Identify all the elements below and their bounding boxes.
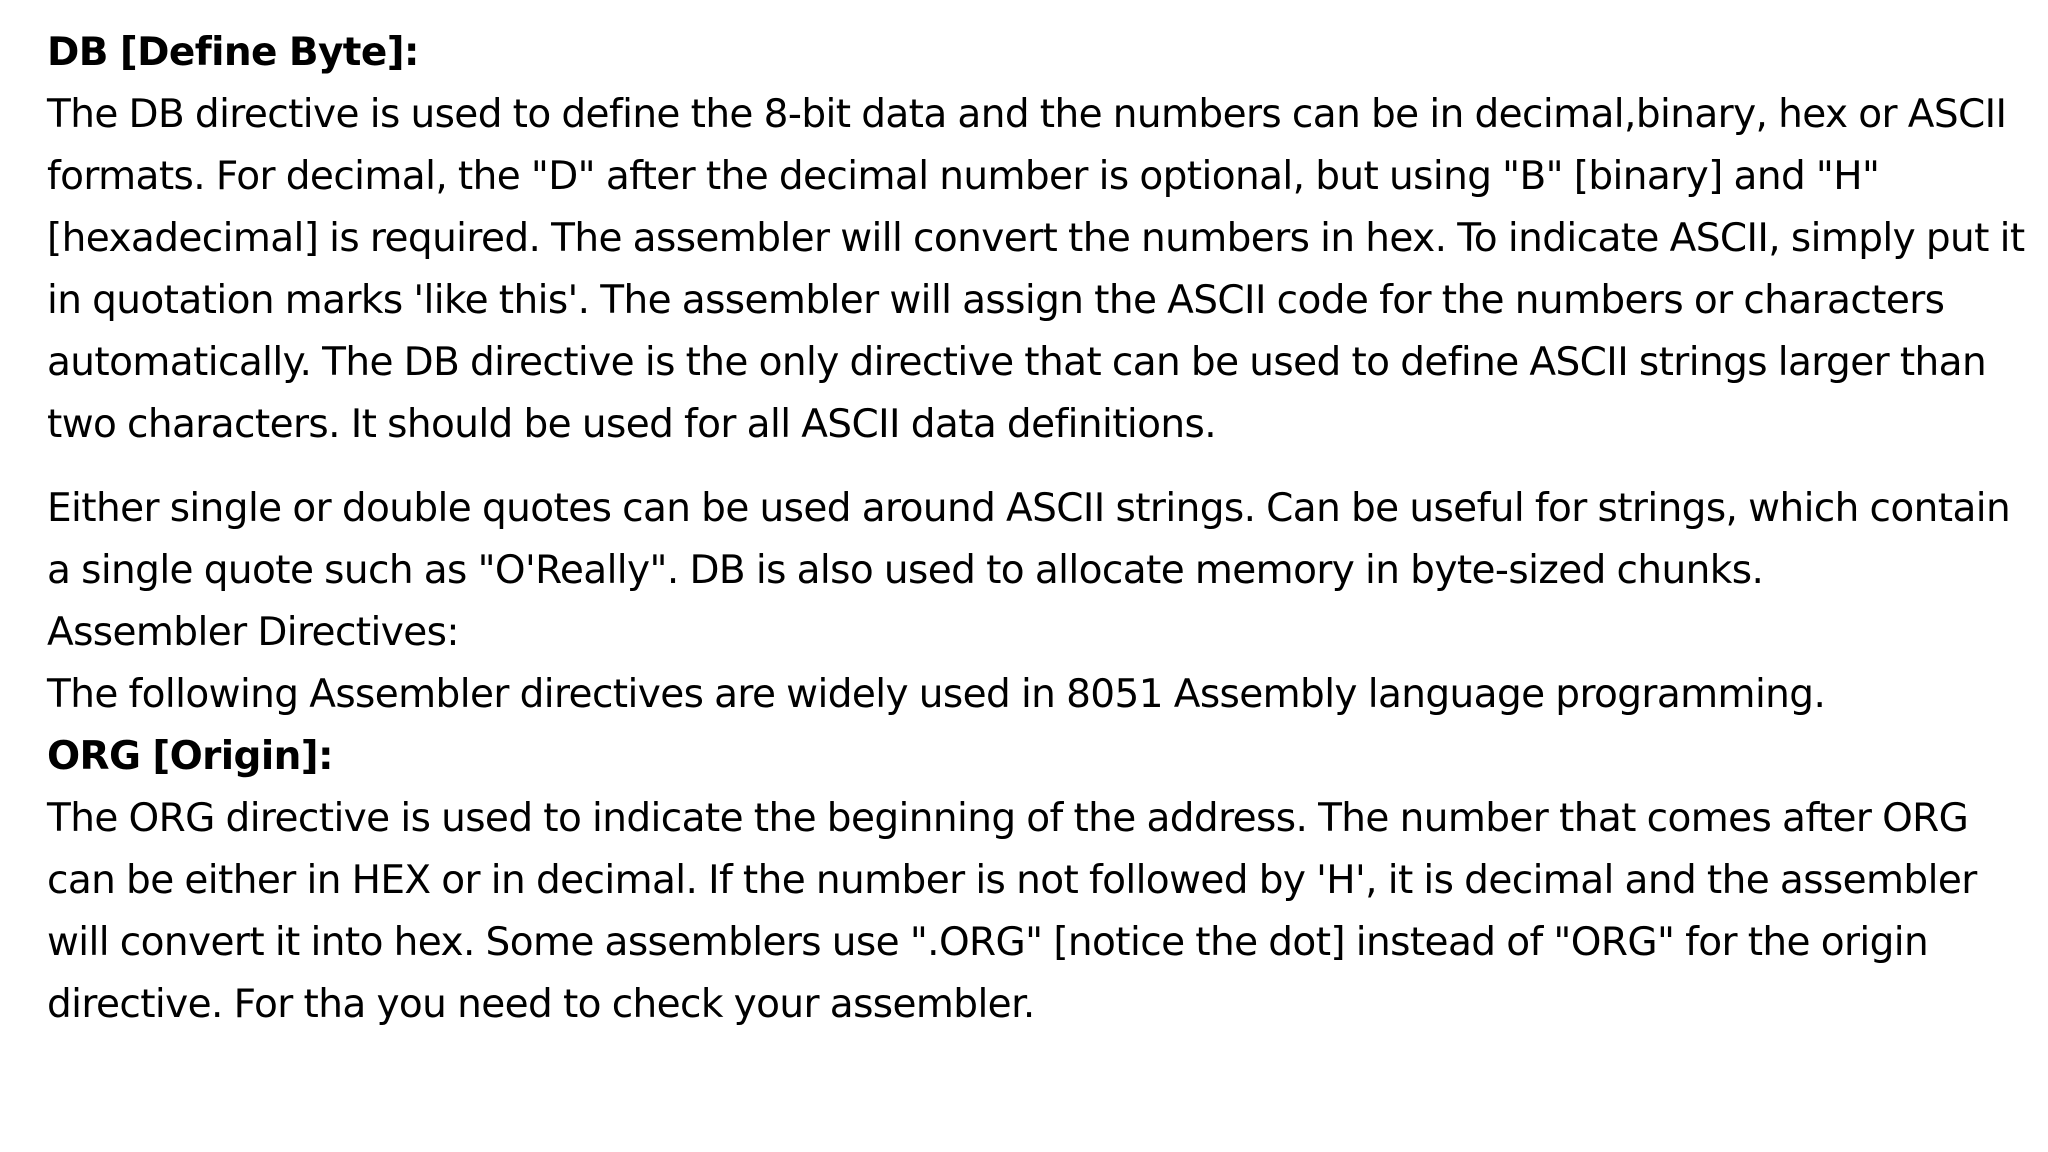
org-paragraph: The ORG directive is used to indicate the beginning of the address. The number that comes after ORG can be either in HEX or in decimal. If the number is not followed by 'H', it is decimal and the assembler will convert it into hex. Some assemblers use ".ORG" [notice the dot] instead of "ORG" for the origin directive. For tha you need to check your assembler. xyxy=(47,796,1977,1027)
document-body xyxy=(47,22,2037,1036)
db-paragraph-2: Either single or double quotes can be used around ASCII strings. Can be useful for strings, which contain a single quote such as "O'Really". DB is also used to allocate memory in byte-sized chunks. xyxy=(47,486,2011,593)
directives-heading: Assembler Directives: xyxy=(47,610,459,655)
db-paragraph-1: The DB directive is used to define the 8-bit data and the numbers can be in decimal,binary, hex or ASCII formats. For decimal, the "D" after the decimal number is optional, but using "B" [binary] and "H" [hexadecimal] is required. The assembler will convert the numbers in hex. To indicate ASCII, simply put it in quotation marks 'like this'. The assembler will assign the ASCII code for the numbers or characters automatically. The DB directive is the only directive that can be used to define ASCII strings larger than two characters. It should be used for all ASCII data definitions. xyxy=(47,92,2025,447)
directives-intro: The following Assembler directives are widely used in 8051 Assembly language programming. xyxy=(47,672,1826,717)
db-heading: DB [Define Byte]: xyxy=(47,30,419,75)
org-heading: ORG [Origin]: xyxy=(47,734,334,779)
